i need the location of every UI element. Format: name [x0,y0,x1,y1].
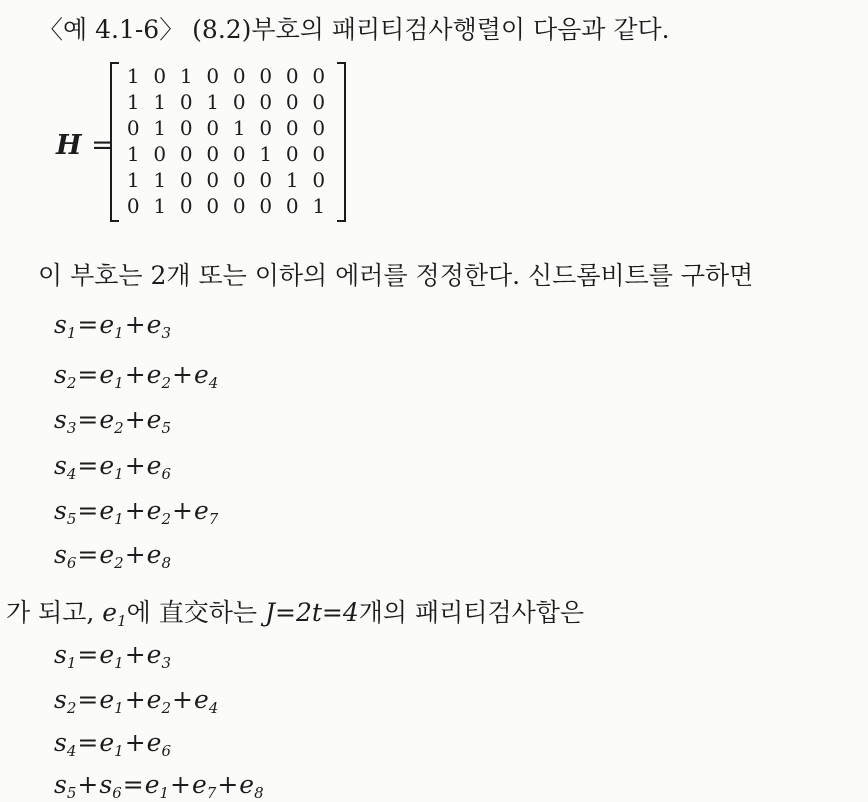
matrix-row [120,115,332,141]
matrix-cell: 0 [285,90,299,114]
matrix-cell: 1 [153,168,167,192]
equation-term: $e_5$ [146,405,171,437]
matrix-cell: 0 [206,142,220,166]
equation-term: $e_2$ [146,360,171,392]
conclusion-prefix: 가 되고, [6,598,103,627]
equation-term: $s_6$ [54,540,77,572]
equation-term: $s_1$ [54,310,77,342]
equation-line: $s_2=e_1+e_2+e_4$ [54,685,219,717]
matrix-cell: 0 [126,116,140,140]
equation-term: $e_3$ [146,640,171,672]
matrix-cell: 0 [179,90,193,114]
equation-line: $s_2=e_1+e_2+e_4$ [54,360,219,392]
equation-term: $e_6$ [146,451,171,483]
matrix-cell: 0 [232,64,246,88]
matrix-row [120,193,332,219]
equation-term: $e_6$ [146,728,171,760]
matrix-cell: 1 [126,168,140,192]
intro-text: 이 부호는 2개 또는 이하의 에러를 정정한다. 신드롬비트를 구하면 [38,261,754,290]
matrix-cell: 0 [179,168,193,192]
equation-term: $e_2$ [99,540,124,572]
matrix-row [120,89,332,115]
matrix-label-text: H [56,130,82,161]
equation-term: $s_3$ [54,405,77,437]
conclusion-middle: 에 直交하는 [126,598,265,627]
matrix-right-bracket [337,62,346,222]
matrix-cell: 0 [285,116,299,140]
conclusion-var: $e_1$ [102,598,127,630]
matrix-cell: 0 [232,194,246,218]
equation-line: $s_4=e_1+e_6$ [54,451,171,483]
equation-term: $e_1$ [99,496,124,528]
equation-term: $s_6$ [99,770,122,802]
matrix-cell: 0 [206,168,220,192]
matrix-cell: 0 [179,194,193,218]
matrix-cell: 0 [285,194,299,218]
equation-term: $e_1$ [99,451,124,483]
conclusion-suffix: 개의 패리티검사합은 [358,598,585,627]
matrix-cell: 0 [153,64,167,88]
equation-term: $e_7$ [191,770,217,802]
matrix-cell: 0 [206,194,220,218]
matrix-cell: 0 [179,116,193,140]
matrix-cell: 0 [179,142,193,166]
equation-line: $s_1=e_1+e_3$ [54,640,171,672]
equation-line: $s_5+s_6=e_1+e_7+e_8$ [54,770,264,802]
matrix-cell: 0 [312,116,326,140]
matrix-cell: 1 [153,116,167,140]
matrix-cell: 1 [312,194,326,218]
matrix-cell: 0 [206,116,220,140]
matrix-cell: 1 [232,116,246,140]
equation-term: $e_2$ [99,405,124,437]
matrix-cell: 0 [312,64,326,88]
equation-term: $e_1$ [99,685,124,717]
conclusion-formula: J=2t=4 [265,598,359,627]
matrix-cell: 0 [259,90,273,114]
conclusion-text [6,593,584,630]
matrix-cell: 1 [179,64,193,88]
equation-term: $e_2$ [146,685,171,717]
matrix-cell: 1 [153,194,167,218]
parity-check-matrix [110,62,346,220]
equation-line: $s_5=e_1+e_2+e_7$ [54,496,219,528]
matrix-cell: 1 [285,168,299,192]
matrix-cell: 0 [285,142,299,166]
matrix-cell: 0 [232,168,246,192]
matrix-cell: 0 [259,168,273,192]
matrix-cell: 0 [232,90,246,114]
matrix-cell: 0 [153,142,167,166]
matrix-cell: 0 [312,142,326,166]
matrix-cell: 1 [259,142,273,166]
equation-term: $e_4$ [193,685,219,717]
matrix-cell: 1 [206,90,220,114]
equation-line: $s_1=e_1+e_3$ [54,310,171,342]
equation-term: $e_1$ [99,640,124,672]
equation-term: $s_4$ [54,728,77,760]
equation-term: $s_5$ [54,770,77,802]
matrix-cell: 0 [206,64,220,88]
example-heading: 〈예 4.1-6〉 (8.2)부호의 패리티검사행렬이 다음과 같다. [38,15,670,44]
equation-term: $s_2$ [54,360,77,392]
equation-term: $e_1$ [99,360,124,392]
matrix-cell: 1 [126,64,140,88]
matrix-cell: 0 [126,194,140,218]
matrix-row [120,63,332,89]
matrix-label: H = [56,130,114,161]
matrix-row [120,167,332,193]
equation-term: $e_8$ [239,770,264,802]
matrix-cell: 1 [126,90,140,114]
equation-term: $e_8$ [146,540,171,572]
equation-term: $e_7$ [193,496,219,528]
matrix-cell: 0 [312,168,326,192]
matrix-row [120,141,332,167]
matrix-cell: 0 [259,116,273,140]
equation-term: $s_1$ [54,640,77,672]
equation-line: $s_3=e_2+e_5$ [54,405,171,437]
matrix-cell: 0 [259,194,273,218]
matrix-cell: 0 [285,64,299,88]
equation-term: $e_4$ [193,360,219,392]
matrix-cell: 1 [126,142,140,166]
matrix-cell: 0 [312,90,326,114]
matrix-cell: 0 [232,142,246,166]
equation-term: $e_1$ [144,770,170,802]
equation-line: $s_6=e_2+e_8$ [54,540,171,572]
equation-term: $e_1$ [99,728,124,760]
equation-term: $s_4$ [54,451,77,483]
equation-term: $e_3$ [146,310,171,342]
equation-term: $s_5$ [54,496,77,528]
equation-term: $e_2$ [146,496,171,528]
matrix-left-bracket [110,62,119,222]
equation-term: $s_2$ [54,685,77,717]
equation-term: $e_1$ [99,310,124,342]
equation-line: $s_4=e_1+e_6$ [54,728,171,760]
matrix-cell: 0 [259,64,273,88]
matrix-cell: 1 [153,90,167,114]
